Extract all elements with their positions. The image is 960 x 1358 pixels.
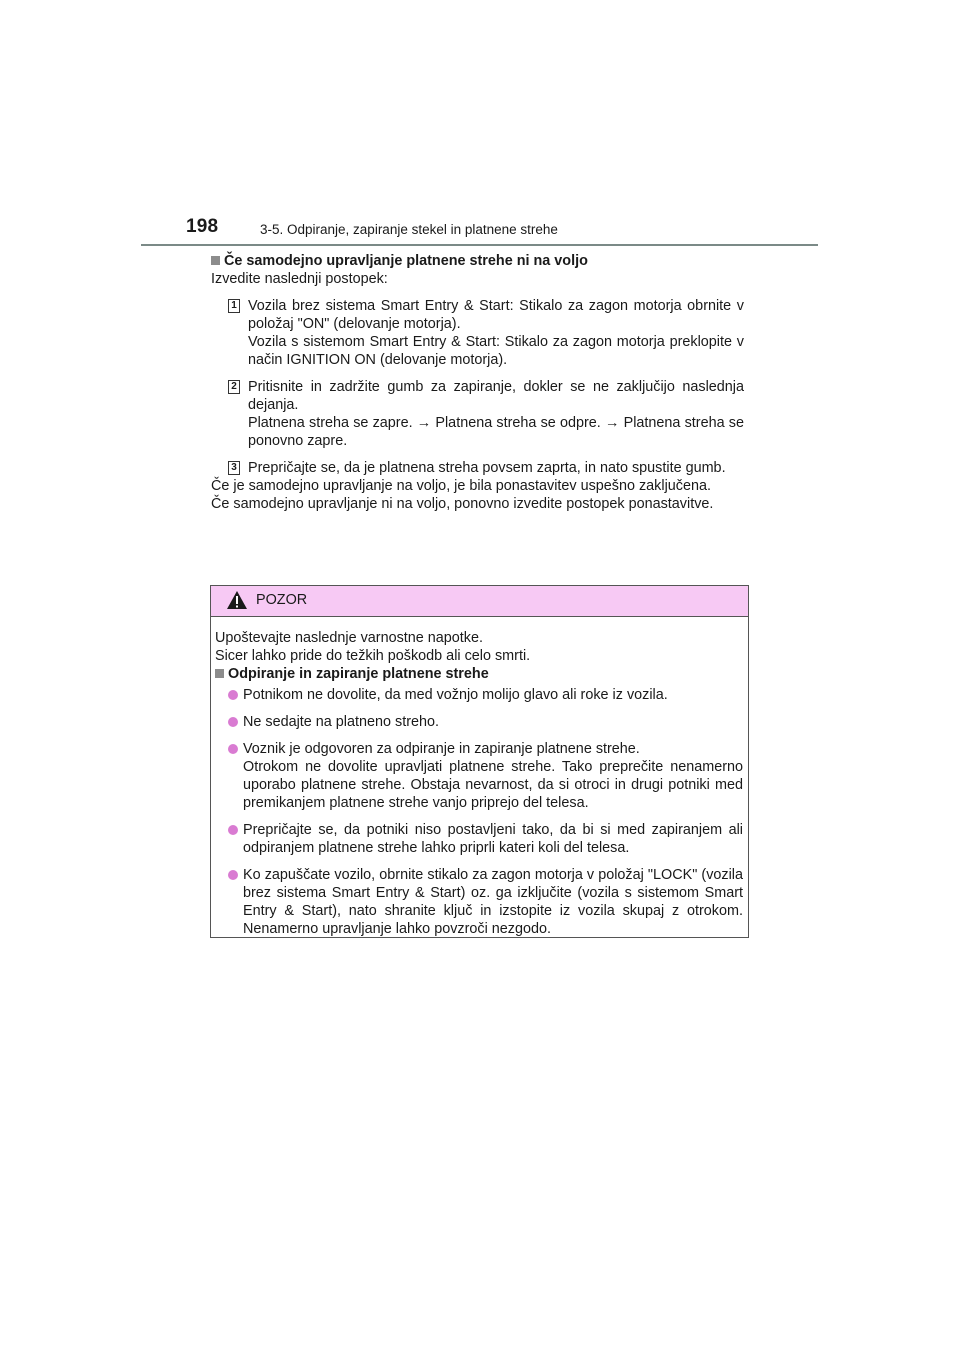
step-number-box: 1 xyxy=(228,299,240,313)
square-bullet-icon xyxy=(211,256,220,265)
step-text: Prepričajte se, da je platnena streha povsem zaprta, in nato spustite gumb. xyxy=(248,460,726,476)
step-text: Vozila s sistemom Smart Entry & Start: Stikalo za zagon motorja preklopite v način IGNITION ON (delovanje motorja). xyxy=(248,334,744,368)
round-bullet-icon xyxy=(228,717,238,727)
procedure-intro: Izvedite naslednji postopek: xyxy=(211,271,388,287)
warning-bullet-text: Potnikom ne dovolite, da med vožnjo molijo glavo ali roke iz vozila. xyxy=(243,687,668,703)
page-number: 198 xyxy=(186,216,219,237)
warning-bullet xyxy=(215,740,743,812)
warning-bullet-text: Voznik je odgovoren za odpiranje in zapiranje platnene strehe. Otrokom ne dovolite upravljati platnene strehe. Tako preprečite nenamerno uporabo platnene strehe. Obstaja nevarnost, da si otroci in drugi potniki med premikanjem platnene strehe vanjo priprejo del telesa. xyxy=(243,741,743,811)
round-bullet-icon xyxy=(228,870,238,880)
warning-intro-line: Upoštevajte naslednje varnostne napotke. xyxy=(215,630,484,646)
outcome-success: Če je samodejno upravljanje na voljo, je bila ponastavitev uspešno zaključena. xyxy=(211,478,711,494)
warning-bullet xyxy=(215,713,743,731)
step-2 xyxy=(211,378,744,450)
step-3 xyxy=(211,459,744,477)
step-1 xyxy=(211,297,744,369)
warning-bullet-text: Ne sedajte na platneno streho. xyxy=(243,714,440,730)
square-bullet-icon xyxy=(215,669,224,678)
main-content xyxy=(211,252,744,513)
warning-bullet-text: Ko zapuščate vozilo, obrnite stikalo za zagon motorja v položaj "LOCK" (vozila brez sistema Smart Entry & Start) oz. ga izključite (vozila s sistemom Smart Entry & Start), nato shranite ključ in izstopite iz vozila skupaj z otrokom. Nenamerno upravljanje lahko povzroči nezgodo. xyxy=(243,867,743,937)
warning-bullet xyxy=(215,686,743,704)
step-text: Vozila brez sistema Smart Entry & Start: Stikalo za zagon motorja obrnite v položaj "ON" (delovanje motorja). xyxy=(248,298,744,332)
warning-bullet xyxy=(215,821,743,857)
warning-bullet-text: Prepričajte se, da potniki niso postavljeni tako, da bi si med zapiranjem ali odpiranjem platnene strehe lahko priprli kateri koli del telesa. xyxy=(243,822,743,856)
round-bullet-icon xyxy=(228,690,238,700)
round-bullet-icon xyxy=(228,744,238,754)
outcome-retry: Če samodejno upravljanje ni na voljo, ponovno izvedite postopek ponastavitve. xyxy=(211,496,714,512)
section-heading xyxy=(211,252,744,270)
step-number-box: 3 xyxy=(228,461,240,475)
warning-triangle-icon xyxy=(226,590,248,610)
warning-box xyxy=(210,585,749,938)
round-bullet-icon xyxy=(228,825,238,835)
warning-heading xyxy=(215,665,743,683)
warning-intro-line: Sicer lahko pride do težkih poškodb ali celo smrti. xyxy=(215,648,531,664)
warning-heading-text: Odpiranje in zapiranje platnene strehe xyxy=(228,666,489,682)
step-text: Platnena streha se zapre. → Platnena streha se odpre. → Platnena streha se ponovno zapre. xyxy=(248,415,744,449)
warning-label: POZOR xyxy=(256,592,308,608)
warning-body xyxy=(211,617,748,938)
header-rule xyxy=(141,244,818,246)
section-title: 3-5. Odpiranje, zapiranje stekel in platnene strehe xyxy=(260,222,558,237)
step-number-box: 2 xyxy=(228,380,240,394)
warning-header xyxy=(211,586,748,617)
section-heading-text: Če samodejno upravljanje platnene strehe ni na voljo xyxy=(224,253,588,269)
step-text: Pritisnite in zadržite gumb za zapiranje, dokler se ne zaključijo naslednja dejanja. xyxy=(248,379,744,413)
warning-bullet xyxy=(215,866,743,938)
